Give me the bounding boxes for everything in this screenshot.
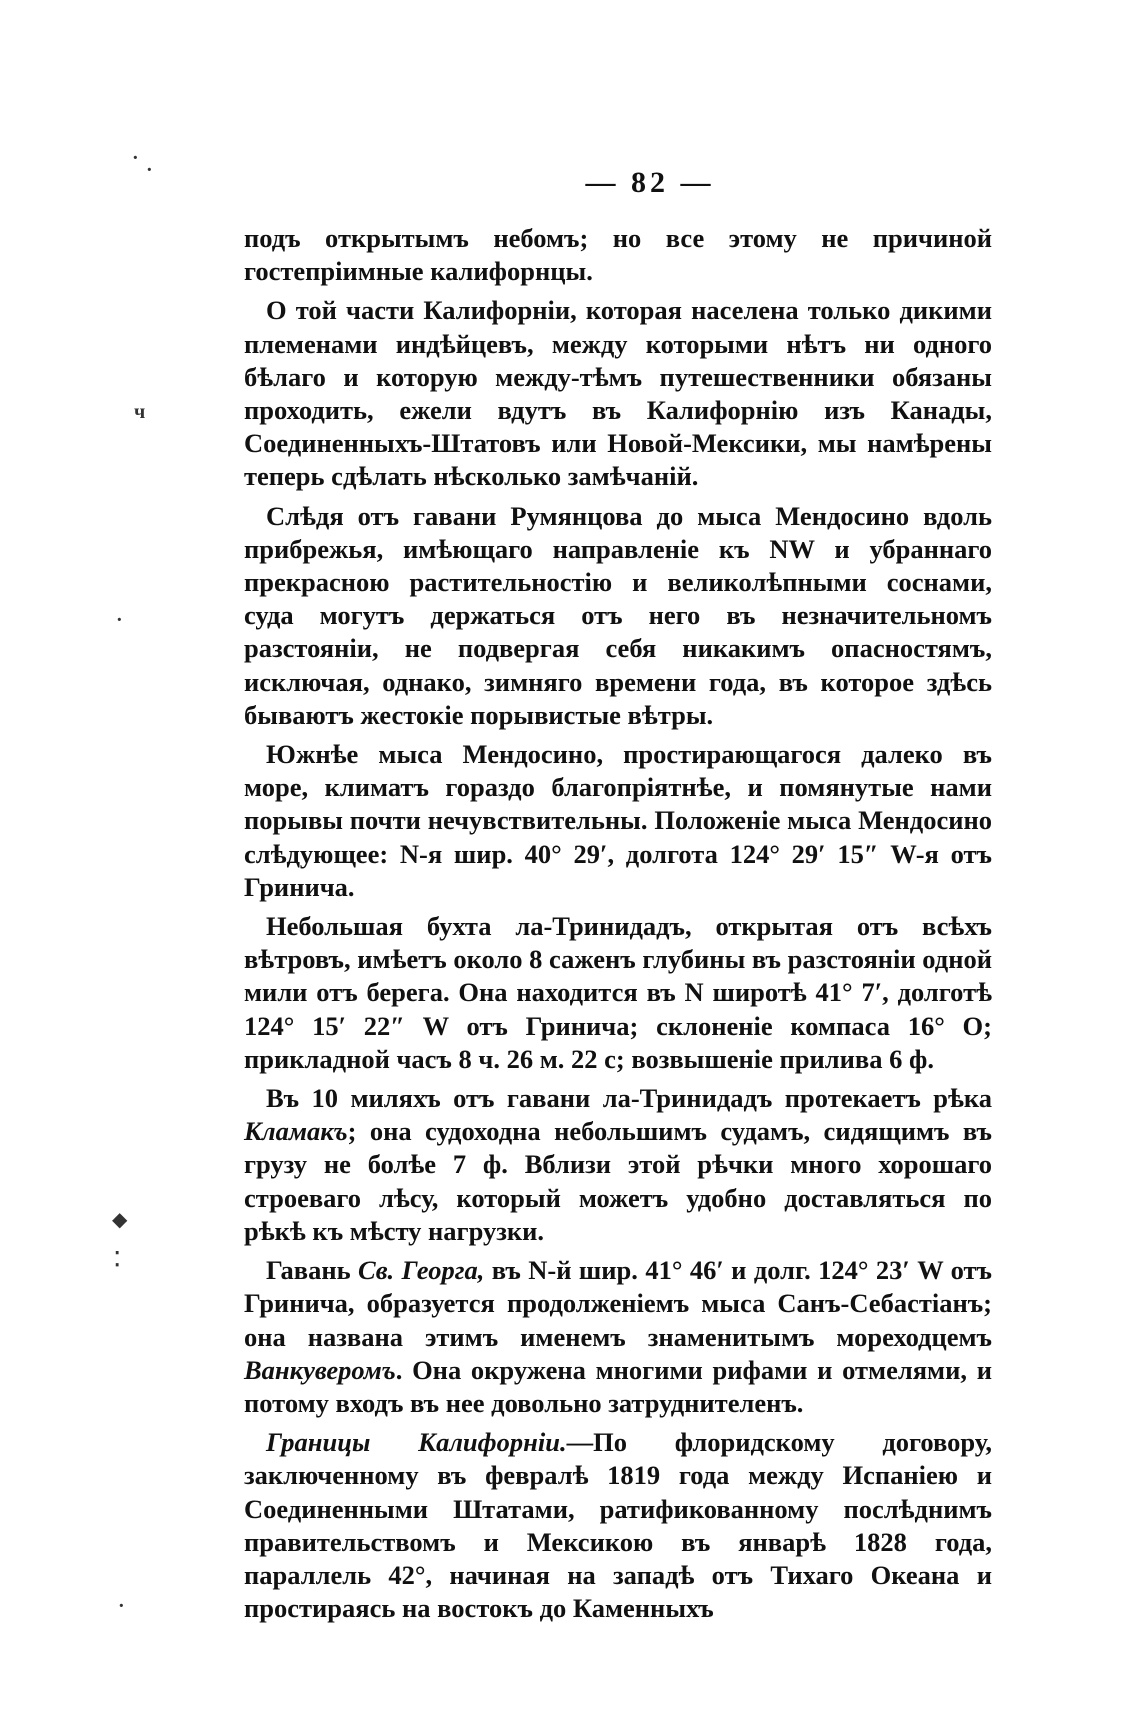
- margin-mark: ·: [132, 147, 139, 169]
- paragraph-6: [244, 1082, 992, 1248]
- body-text: [244, 222, 992, 1631]
- margin-mark: ч: [134, 401, 146, 423]
- section-heading-borders: Границы Калифорніи.: [266, 1427, 567, 1458]
- paragraph-8-text: —По флоридскому договору, заключенному въ февралѣ 1819 года между Испаніею и Соединенными Штатами, ратификованному послѣднимъ правительствомъ и Мексикою въ январѣ 1828 года, параллель 42°, начиная на западѣ отъ Тихаго Океана и простираясь на востокъ до Каменныхъ: [244, 1427, 993, 1624]
- margin-mark: ·: [146, 159, 153, 181]
- paragraph-2-text: О той части Калифорніи, которая населена только дикими племенами индѣйцевъ, между которыми нѣтъ ни одного бѣлаго и которую между-тѣмъ путешественники обязаны проходить, ежели вдутъ въ Калифорнію изъ Канады, Соединенныхъ-Штатовъ или Новой-Мексики, мы намѣрены теперь сдѣлать нѣсколько замѣчаній.: [244, 295, 992, 492]
- paragraph-7-text-b: въ N-й шир. 41° 46′ и долг. 124° 23′ W отъ Гринича, образуется продолженіемъ мыса Санъ-Себастіанъ; она названа этимъ именемъ знаменитымъ мореходцемъ: [244, 1255, 993, 1352]
- harbor-name-st-george: Св. Георга,: [358, 1255, 485, 1286]
- paragraph-4-text: Южнѣе мыса Мендосино, простирающагося далеко въ море, климатъ гораздо благопріятнѣе, и помянутые нами порывы почти нечувствительны. Положеніе мыса Мендосино слѣдующее: N-я шир. 40° 29′, долгота 124° 29′ 15″ W-я отъ Гринича.: [244, 739, 992, 902]
- paragraph-1: [244, 222, 992, 288]
- river-name-klamath: Кламакъ: [244, 1116, 348, 1147]
- margin-mark: ·: [118, 1595, 125, 1617]
- paragraph-3-text: Слѣдя отъ гавани Румянцова до мыса Мендосино вдоль прибрежья, имѣющаго направленіе къ NW и убраннаго прекрасною растительностію и великолѣпными соснами, суда могутъ держаться отъ него въ незначительномъ разстояніи, не подвергая себя никакимъ опасностямъ, исключая, однако, зимняго времени года, въ которое здѣсь бываютъ жестокіе порывистые вѣтры.: [244, 500, 992, 730]
- navigator-name-vancouver: Ванкуверомъ: [244, 1354, 396, 1385]
- page-number: — 82 —: [585, 166, 715, 199]
- paragraph-3: [244, 500, 992, 732]
- paragraph-5: [244, 910, 992, 1076]
- paragraph-2: [244, 294, 992, 493]
- paragraph-7-text-c: . Она окружена многими рифами и отмелями, и потому входъ въ нее довольно затруднителенъ.: [244, 1354, 992, 1418]
- paragraph-1-text: подъ открытымъ небомъ; но все этому не причиной гостепріимные калифорнцы.: [244, 223, 992, 287]
- margin-mark: ⁚: [114, 1249, 121, 1271]
- margin-mark: ·: [116, 609, 123, 631]
- paragraph-6-text-b: ; она судоходна небольшимъ судамъ, сидящимъ въ грузу не болѣе 7 ф. Вблизи этой рѣчки много хорошаго строеваго лѣсу, который можетъ удобно доставляться по рѣкѣ къ мѣсту нагрузки.: [244, 1116, 992, 1246]
- paragraph-7-text-a: Гавань: [266, 1255, 359, 1286]
- paragraph-8: [244, 1426, 992, 1625]
- paragraph-6-text-a: Въ 10 миляхъ отъ гавани ла-Тринидадъ протекаетъ рѣка: [266, 1083, 992, 1114]
- paragraph-4: [244, 738, 992, 904]
- paragraph-5-text: Небольшая бухта ла-Тринидадъ, открытая отъ всѣхъ вѣтровъ, имѣетъ около 8 саженъ глубины въ разстояніи одной мили отъ берега. Она находится въ N широтѣ 41° 7′, долготѣ 124° 15′ 22″ W отъ Гринича; склоненіе компаса 16° О; прикладной часъ 8 ч. 26 м. 22 с; возвышеніе прилива 6 ф.: [244, 911, 992, 1074]
- margin-mark: ◆: [112, 1209, 128, 1231]
- paragraph-7: [244, 1254, 992, 1420]
